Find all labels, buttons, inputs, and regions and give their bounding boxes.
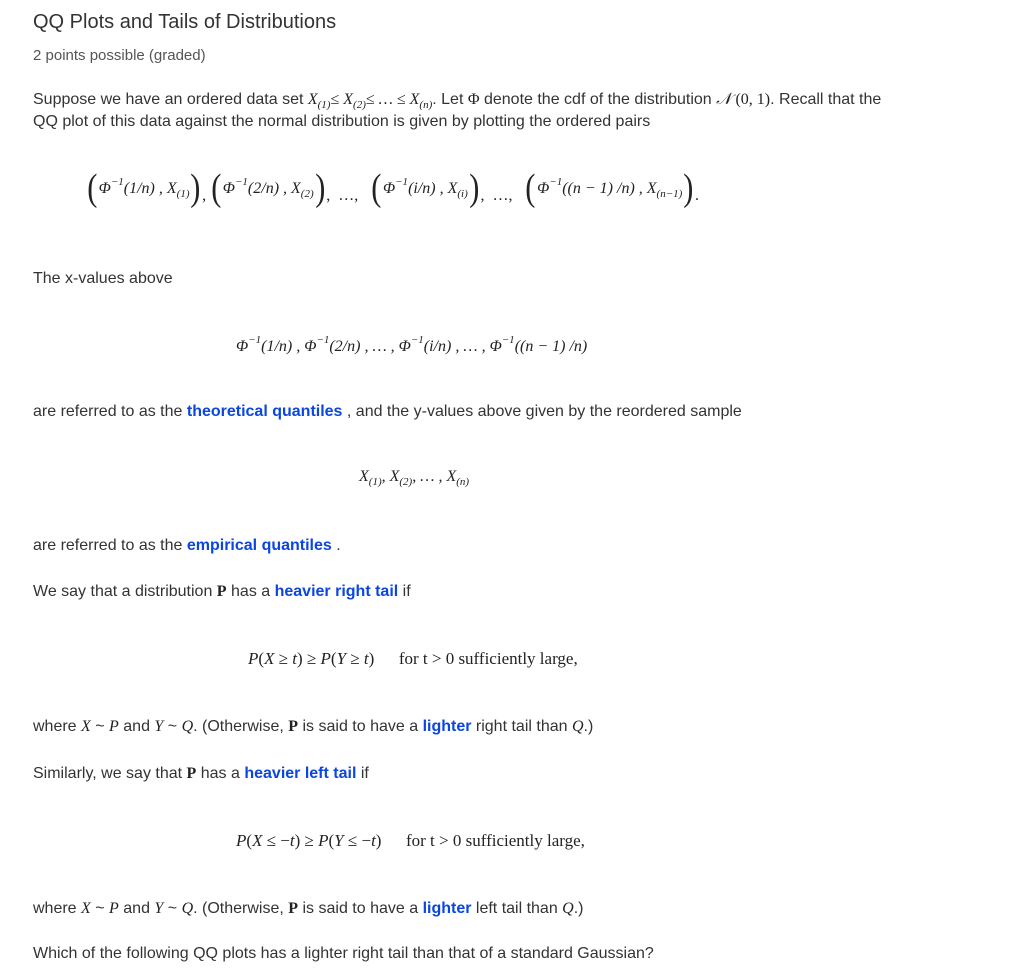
right-tail-post: if (398, 583, 411, 600)
ordered-data-formula: $X_{(1)}\le X_{(2)}\le$ … ≤ $X_{(n)}$ (307, 91, 433, 111)
left-where-d: is said to have a (298, 900, 423, 917)
left-tail-mid: has a (196, 765, 245, 782)
empirical-sentence (33, 535, 341, 557)
right-where-b: and (118, 718, 155, 735)
points-label: 2 points possible (graded) (33, 47, 206, 64)
theoretical-quantiles-formula: $\Phi^{-1}(1/n)$ , $\Phi^{-1}(2/n)$ , … , $\Phi^{-1}(i/n)$ , … , $\Phi^{-1}((n - 1)$ /n) (236, 334, 588, 355)
empirical-post: . (331, 537, 341, 554)
left-where-c: . (Otherwise, (193, 900, 289, 917)
normal-dist-formula: 𝒩 (716, 91, 732, 108)
right-tail-condition: for t > 0 sufficiently large, (398, 649, 578, 668)
theoretical-sentence (33, 401, 742, 423)
xvalues-label: The x-values above (33, 270, 173, 287)
theoretical-post: , and the y-values above given by the reordered sample (342, 403, 742, 420)
intro-line-2: QQ plot of this data against the normal distribution is given by plotting the ordered pairs (33, 113, 651, 130)
theoretical-quantiles-term: theoretical quantiles (186, 403, 343, 420)
heavier-right-tail-term: heavier right tail (274, 583, 399, 600)
problem-title: QQ Plots and Tails of Distributions (33, 11, 337, 33)
intro-text-b: . Let (432, 91, 468, 108)
right-where-e: right tail than (471, 718, 572, 735)
left-where-b: and (118, 900, 155, 917)
theoretical-pre: are referred to as the (33, 403, 187, 420)
heavier-left-tail-term: heavier left tail (244, 765, 357, 782)
empirical-quantiles-term: empirical quantiles (186, 537, 332, 554)
right-tail-sentence: We say that a distribution P has a heavier right tail if (33, 583, 411, 600)
left-tail-sentence: Similarly, we say that P has a heavier left tail if (33, 765, 369, 782)
empirical-pre: are referred to as the (33, 537, 187, 554)
ordered-pairs-formula: ( $\Phi^{-1}(1/n)$ , $X_{(1)}$ ) , ( $\Phi^{-1}(2/n)$ , $X_{(2)}$ ) , …, ( $\Phi^{-1}(i/n)$ , $X_{(i)}$ ) , …, ( $\Phi^{-1}((n - 1)$ /n) , $X_{(n-1)}$ ) . (87, 167, 699, 209)
left-where-e: left tail than (471, 900, 563, 917)
right-tail-pre: We say that a distribution (33, 583, 217, 600)
phi-symbol: Φ (467, 91, 480, 108)
left-tail-pre: Similarly, we say that (33, 765, 187, 782)
left-tail-post: if (356, 765, 369, 782)
left-tail-inequality: P(X ≤ −t) ≥ P(Y ≤ −t) for t > 0 sufficiently large, (236, 831, 585, 850)
left-where-a: where (33, 900, 82, 917)
left-tail-condition: for t > 0 sufficiently large, (405, 831, 585, 850)
intro-line-1: Suppose we have an ordered data set $X_{(1)}\le X_{(2)}\le$ … ≤ $X_{(n)}$. Let Φ denote the cdf of the distribution 𝒩 (0, 1). Recall that the (33, 91, 882, 111)
left-where-sentence: where X ~ P and Y ~ Q. (Otherwise, P is said to have a lighter left tail than Q.) (33, 900, 584, 917)
question-text: Which of the following QQ plots has a lighter right tail than that of a standard Gaussian? (33, 945, 654, 962)
right-where-c: . (Otherwise, (193, 718, 289, 735)
empirical-quantiles-formula: $X_{(1)}$, $X_{(2)}$, … , $X_{(n)}$ (359, 468, 470, 488)
right-where-d: is said to have a (298, 718, 423, 735)
right-where-f: .) (583, 718, 594, 735)
intro-text-a: Suppose we have an ordered data set (33, 91, 308, 108)
lighter-term-right: lighter (422, 718, 472, 735)
right-tail-inequality: P(X ≥ t) ≥ P(Y ≥ t) for t > 0 sufficiently large, (248, 649, 578, 668)
right-where-a: where (33, 718, 82, 735)
left-where-f: .) (573, 900, 584, 917)
right-tail-mid: has a (226, 583, 275, 600)
right-where-sentence: where X ~ P and Y ~ Q. (Otherwise, P is said to have a lighter right tail than Q.) (33, 718, 594, 735)
intro-text-c: denote the cdf of the distribution (479, 91, 717, 108)
lighter-term-left: lighter (422, 900, 472, 917)
intro-text-d: . Recall that the (770, 91, 882, 108)
